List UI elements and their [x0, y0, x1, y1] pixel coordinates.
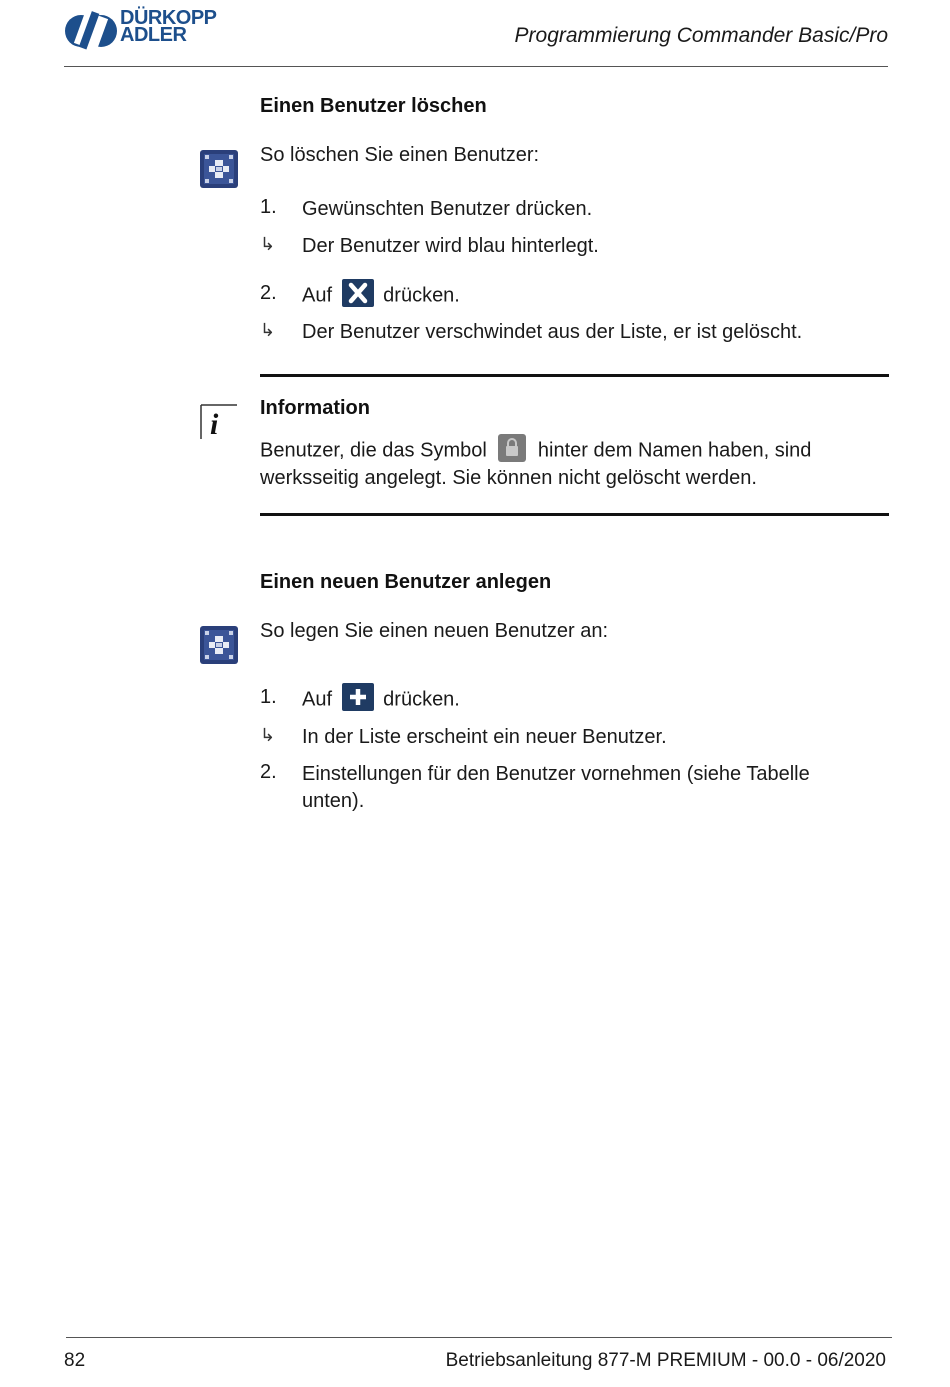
result-text: In der Liste erscheint ein neuer Benutzer.: [302, 726, 667, 748]
section-heading-delete-user: Einen Benutzer löschen: [260, 95, 487, 117]
info-heading: Information: [260, 397, 370, 419]
result-arrow-icon: ↳: [260, 234, 276, 254]
step-text-add: [302, 686, 460, 714]
step-text: [302, 761, 892, 815]
svg-text:i: i: [210, 408, 219, 440]
brand-logo-icon: [64, 10, 118, 52]
step-number: 1.: [260, 196, 277, 218]
delete-button-icon: [342, 279, 374, 307]
brand-line2: ADLER: [120, 24, 187, 46]
brand-logo: [64, 7, 234, 52]
document-info: Betriebsanleitung 877-M PREMIUM - 00.0 - 06/2020: [445, 1350, 886, 1371]
brand-name: [120, 7, 217, 46]
step-text-before: Auf: [302, 284, 333, 307]
result-arrow-icon: ↳: [260, 320, 276, 340]
step-number: 2.: [260, 282, 277, 304]
info-text-line2: werksseitig angelegt. Sie können nicht gelöscht werden.: [260, 467, 757, 489]
procedure-icon: [200, 626, 238, 669]
step-text-after: drücken.: [383, 284, 460, 307]
info-bottom-rule: [260, 513, 889, 516]
info-text-before: Benutzer, die das Symbol: [260, 439, 487, 462]
brand-line1: DÜRKOPP: [120, 7, 217, 29]
info-text-after: hinter dem Namen haben, sind: [537, 439, 812, 462]
header-divider: [64, 66, 888, 67]
step-number: 2.: [260, 761, 277, 783]
info-icon: [200, 402, 238, 445]
step-text-line1: Einstellungen für den Benutzer vornehmen (siehe Tabelle: [302, 763, 810, 785]
page-header-title: Programmierung Commander Basic/Pro: [514, 24, 888, 47]
section-intro: So legen Sie einen neuen Benutzer an:: [260, 620, 609, 642]
info-text: [260, 437, 890, 492]
lock-icon: [498, 434, 526, 462]
add-button-icon: [342, 683, 374, 711]
step-number: 1.: [260, 686, 277, 708]
info-top-rule: [260, 374, 889, 377]
step-text-delete: [302, 282, 460, 310]
result-arrow-icon: ↳: [260, 725, 276, 745]
step-text: Gewünschten Benutzer drücken.: [302, 198, 593, 220]
footer-divider: [66, 1337, 892, 1338]
section-intro: So löschen Sie einen Benutzer:: [260, 144, 540, 166]
section-heading-add-user: Einen neuen Benutzer anlegen: [260, 571, 552, 593]
step-text-line2: unten).: [302, 790, 365, 812]
step-text-after: drücken.: [383, 688, 460, 711]
procedure-icon: [200, 150, 238, 193]
result-text: Der Benutzer wird blau hinterlegt.: [302, 235, 599, 257]
page-number: 82: [64, 1350, 86, 1371]
result-text: Der Benutzer verschwindet aus der Liste, er ist gelöscht.: [302, 321, 803, 343]
step-text-before: Auf: [302, 688, 333, 711]
